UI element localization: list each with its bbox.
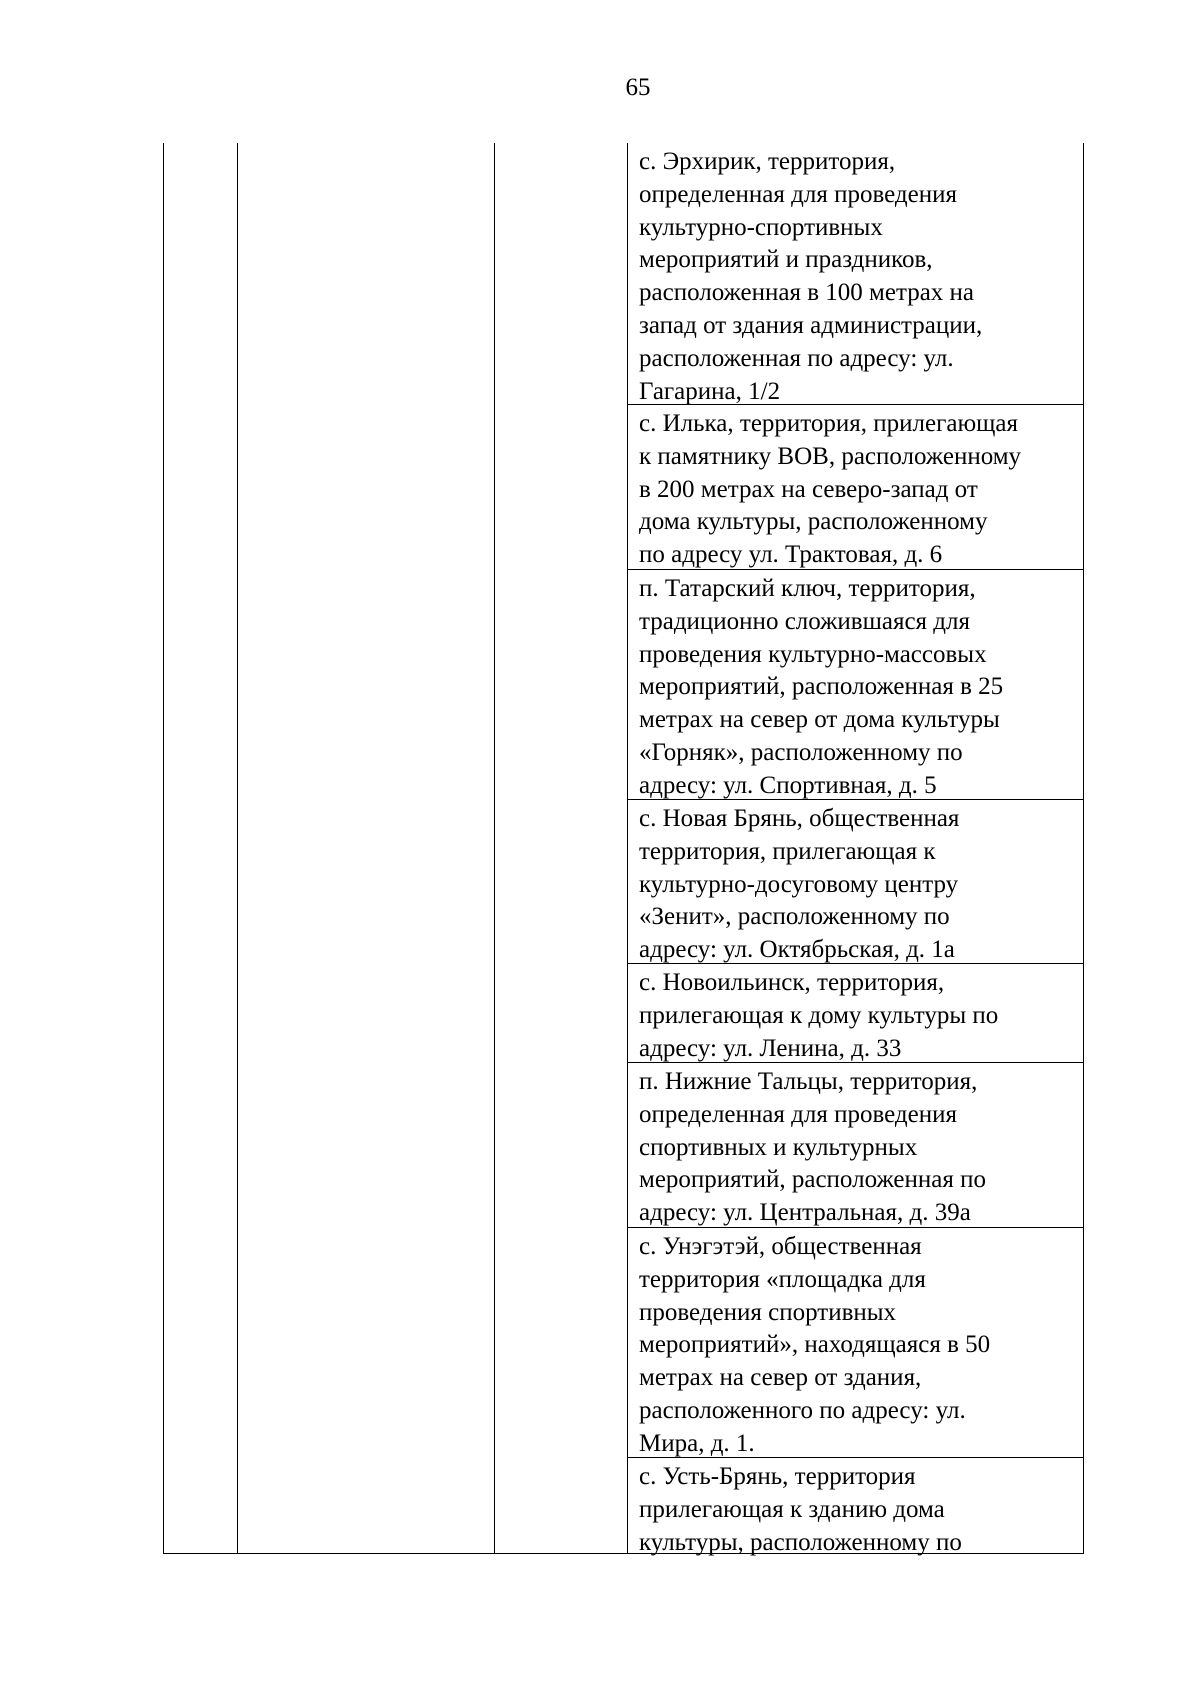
table-cell: с. Унэгэтэй, общественная территория «площадка для проведения спортивных мероприятий», находящаяся в 50 метрах на север от здания, расположенного по адресу: ул. Мира, д. 1. <box>627 1228 1084 1458</box>
table-cell: с. Новая Брянь, общественная территория, прилегающая к культурно-досуговому центру «Зенит», расположенному по адресу: ул. Октябрьская, д. 1а <box>627 800 1084 964</box>
table-cell: п. Нижние Тальцы, территория, определенная для проведения спортивных и культурных мероприятий, расположенная по адресу: ул. Центральная, д. 39а <box>627 1063 1084 1228</box>
table-column-divider <box>163 143 164 1554</box>
table-cell: с. Новоильинск, территория, прилегающая к дому культуры по адресу: ул. Ленина, д. 33 <box>627 964 1084 1063</box>
table-cell: п. Татарский ключ, территория, традиционно сложившаяся для проведения культурно-массовых мероприятий, расположенная в 25 метрах на север от дома культуры «Горняк», расположенному по адресу: ул. Спортивная, д. 5 <box>627 570 1084 800</box>
table <box>163 143 1084 1554</box>
table-column-divider <box>237 143 238 1554</box>
table-cell: с. Эрхирик, территория, определенная для проведения культурно-спортивных мероприятий и праздников, расположенная в 100 метрах на запад от здания администрации, расположенная по адресу: ул. Гагарина, 1/2 <box>627 143 1084 405</box>
table-column-divider <box>494 143 495 1554</box>
table-cell: с. Илька, территория, прилегающая к памятнику ВОВ, расположенному в 200 метрах на северо-запад от дома культуры, расположенному по адресу ул. Трактовая, д. 6 <box>627 405 1084 570</box>
table-text-column <box>627 143 1084 1554</box>
page-number: 65 <box>625 74 651 101</box>
table-cell: с. Усть-Брянь, территория прилегающая к зданию дома культуры, расположенному по <box>639 1463 962 1556</box>
